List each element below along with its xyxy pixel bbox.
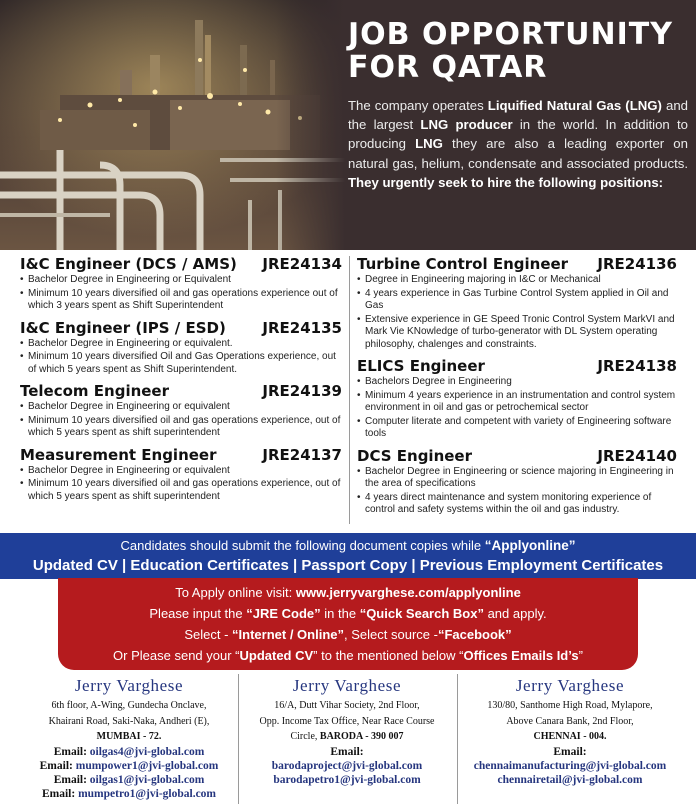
apply-keyword: “Quick Search Box” xyxy=(359,606,484,621)
job-code: JRE24138 xyxy=(597,357,677,375)
apply-keyword: Updated CV xyxy=(239,648,314,663)
apply-keyword: “Facebook” xyxy=(437,627,512,642)
job-listing xyxy=(20,445,342,504)
email-link[interactable]: barodaproject@jvi-global.com xyxy=(271,759,423,772)
column-divider xyxy=(349,256,350,524)
apply-text: To Apply online visit: xyxy=(175,585,296,600)
office-address-line: Khairani Road, Saki-Naka, Andheri (E), xyxy=(48,715,210,727)
job-requirement: • Minimum 4 years experience in an instrumentation and control system environment in oil and gas or petrochemical sector xyxy=(357,390,677,415)
job-code: JRE24139 xyxy=(262,382,342,400)
positions-section xyxy=(0,250,696,530)
office-address-line: 6th floor, A-Wing, Gundecha Onclave, xyxy=(51,700,207,711)
documents-list: Updated CV | Education Certificates | Passport Copy | Previous Employment Certificates xyxy=(32,557,664,574)
page-headline xyxy=(338,18,688,84)
job-listing xyxy=(357,254,677,351)
email-label: Email: xyxy=(330,745,364,758)
job-requirement: • 4 years experience in Gas Turbine Control System applied in Oil and Gas xyxy=(357,288,677,313)
apply-line-2 xyxy=(58,603,638,624)
office-email-row xyxy=(22,759,236,773)
office-name: Jerry Varghese xyxy=(74,676,184,695)
email-label: Email: xyxy=(39,759,76,772)
job-requirement: • Minimum 10 years diversified oil and gas operations experience, out of which 5 years spent as shift superintendent xyxy=(20,478,342,503)
job-title: Turbine Control Engineer xyxy=(357,255,569,273)
apply-keyword: Offices Emails Id’s xyxy=(463,648,579,663)
apply-text: and apply. xyxy=(483,606,547,621)
intro-text: they are also a leading exporter on natural gas, helium, condensate and associated products. xyxy=(348,136,688,171)
apply-text: Please input the xyxy=(149,606,247,621)
job-title: ELICS Engineer xyxy=(357,357,485,375)
headline-line-2: FOR QATAR xyxy=(348,50,548,85)
lng-plant-photo xyxy=(0,0,345,250)
office-email-row xyxy=(240,773,454,787)
apply-line-3 xyxy=(58,624,638,645)
intro-bold: LNG producer xyxy=(420,117,513,133)
office-address-line: 16/A, Dutt Vihar Society, 2nd Floor, xyxy=(274,700,420,711)
apply-line-4 xyxy=(58,645,638,666)
job-requirement: • Computer literate and competent with variety of Engineering software tools xyxy=(357,416,677,441)
job-listing xyxy=(20,318,342,377)
job-requirement: • Bachelor Degree in Engineering or equivalent. xyxy=(20,338,342,351)
office-chennai xyxy=(460,672,680,809)
intro-bold: They urgently seek to hire the following positions: xyxy=(348,174,664,190)
apply-text: ” xyxy=(578,648,583,663)
job-code: JRE24137 xyxy=(262,445,342,464)
header-text xyxy=(338,18,688,192)
office-mumbai xyxy=(22,672,236,809)
job-requirement: • Bachelors Degree in Engineering xyxy=(357,376,677,389)
apply-text: Or Please send your “ xyxy=(113,648,240,663)
office-address-line xyxy=(240,729,454,745)
job-title: I&C Engineer (DCS / AMS) xyxy=(20,255,237,273)
intro-text: and the largest xyxy=(348,98,688,133)
office-city: BARODA - 390 007 xyxy=(319,731,404,743)
office-email-row xyxy=(22,787,236,801)
job-listing xyxy=(20,381,342,440)
job-requirement: • Degree in Engineering majoring in I&C or Mechanical xyxy=(357,274,677,287)
job-listing xyxy=(357,356,677,441)
job-code: JRE24136 xyxy=(597,255,677,273)
headline-line-1: JOB OPPORTUNITY xyxy=(348,17,673,52)
apply-text: ” to the mentioned below “ xyxy=(313,648,464,663)
apply-keyword: “Internet / Online” xyxy=(232,627,345,642)
job-requirement: • Minimum 10 years diversified oil and gas operations experience out of which 3 years spent as Shift Superintendent xyxy=(20,288,342,313)
header-banner xyxy=(0,0,696,250)
email-label: Email: xyxy=(53,773,90,786)
offices-section xyxy=(0,672,696,809)
apply-online-keyword: “Applyonline” xyxy=(484,538,576,553)
job-requirement: • Minimum 10 years diversified Oil and Gas Operations experience, out of which 5 years spent as Shift Superintendent. xyxy=(20,351,342,376)
email-link[interactable]: barodapetro1@jvi-global.com xyxy=(273,773,421,786)
apply-line-1 xyxy=(58,582,638,603)
job-code: JRE24140 xyxy=(597,446,677,465)
job-listing xyxy=(357,446,677,517)
email-link[interactable]: oilgas4@jvi-global.com xyxy=(89,745,205,758)
required-documents-banner xyxy=(0,533,696,579)
office-address-line: Opp. Income Tax Office, Near Race Course xyxy=(259,715,435,727)
apply-keyword: “JRE Code” xyxy=(246,606,321,621)
positions-column-right xyxy=(357,254,677,522)
intro-text: in the world. In addition to producing xyxy=(348,117,689,152)
job-title: Measurement Engineer xyxy=(20,445,217,464)
email-link[interactable]: oilgas1@jvi-global.com xyxy=(89,773,205,786)
apply-text: in the xyxy=(320,606,360,621)
apply-online-link[interactable]: www.jerryvarghese.com/applyonline xyxy=(295,585,521,600)
email-link[interactable]: mumpower1@jvi-global.com xyxy=(75,759,219,772)
office-email-row xyxy=(22,745,236,759)
apply-text: Select - xyxy=(184,627,233,642)
office-address-line: 130/80, Santhome High Road, Mylapore, xyxy=(487,700,653,711)
office-name: Jerry Varghese xyxy=(292,676,402,695)
job-requirement: • Bachelor Degree in Engineering or equivalent xyxy=(20,401,342,414)
email-link[interactable]: mumpetro1@jvi-global.com xyxy=(78,787,217,800)
job-requirement: • Extensive experience in GE Speed Tronic Control System MarkVI and Mark Vie KNowledge of turbo-generator with DL System operating philosophy, chalenges and constraints. xyxy=(357,314,677,352)
company-intro xyxy=(338,96,688,192)
documents-instruction xyxy=(0,533,696,555)
email-link[interactable]: chennaimanufacturing@jvi-global.com xyxy=(473,759,667,772)
job-title: Telecom Engineer xyxy=(20,382,170,400)
office-baroda xyxy=(240,672,454,809)
apply-text: , Select source - xyxy=(344,627,438,642)
office-email-row xyxy=(460,773,680,787)
job-requirement: • Bachelor Degree in Engineering or Equivalent xyxy=(20,274,342,287)
email-label: Email: xyxy=(41,787,79,800)
office-email-row xyxy=(240,759,454,773)
office-email-row xyxy=(22,773,236,787)
job-code: JRE24134 xyxy=(262,255,342,273)
email-label: Email: xyxy=(553,745,587,758)
intro-bold: Liquified Natural Gas (LNG) xyxy=(487,98,662,113)
office-email-row xyxy=(460,759,680,773)
job-code: JRE24135 xyxy=(262,318,342,337)
job-listing xyxy=(20,254,342,313)
office-divider xyxy=(238,674,239,804)
job-requirement: • Bachelor Degree in Engineering or science majoring in Engineering in the area of specifications xyxy=(357,466,677,491)
job-requirement: • Bachelor Degree in Engineering or equivalent xyxy=(20,465,342,478)
intro-text: The company operates xyxy=(348,98,488,113)
office-address-text: Circle, xyxy=(290,731,320,743)
job-title: I&C Engineer (IPS / ESD) xyxy=(20,318,226,337)
office-city: CHENNAI - 004. xyxy=(533,731,607,743)
email-label: Email: xyxy=(53,745,90,758)
job-requirement: • Minimum 10 years diversified oil and gas operations experience, out of which 5 years spent as shift superintendent xyxy=(20,415,342,440)
apply-instructions-box xyxy=(58,578,638,670)
office-city: MUMBAI - 72. xyxy=(96,731,162,743)
job-title: DCS Engineer xyxy=(357,446,472,465)
documents-instruction-text: Candidates should submit the following document copies while xyxy=(120,538,485,553)
positions-column-left xyxy=(20,254,342,508)
job-requirement: • 4 years direct maintenance and system monitoring experience of control and safety systems within the oil and gas industry. xyxy=(357,492,677,517)
office-divider xyxy=(457,674,458,804)
office-address-line: Above Canara Bank, 2nd Floor, xyxy=(506,715,634,727)
office-name: Jerry Varghese xyxy=(515,676,625,695)
intro-bold: LNG xyxy=(415,136,443,152)
email-link[interactable]: chennairetail@jvi-global.com xyxy=(497,773,643,786)
